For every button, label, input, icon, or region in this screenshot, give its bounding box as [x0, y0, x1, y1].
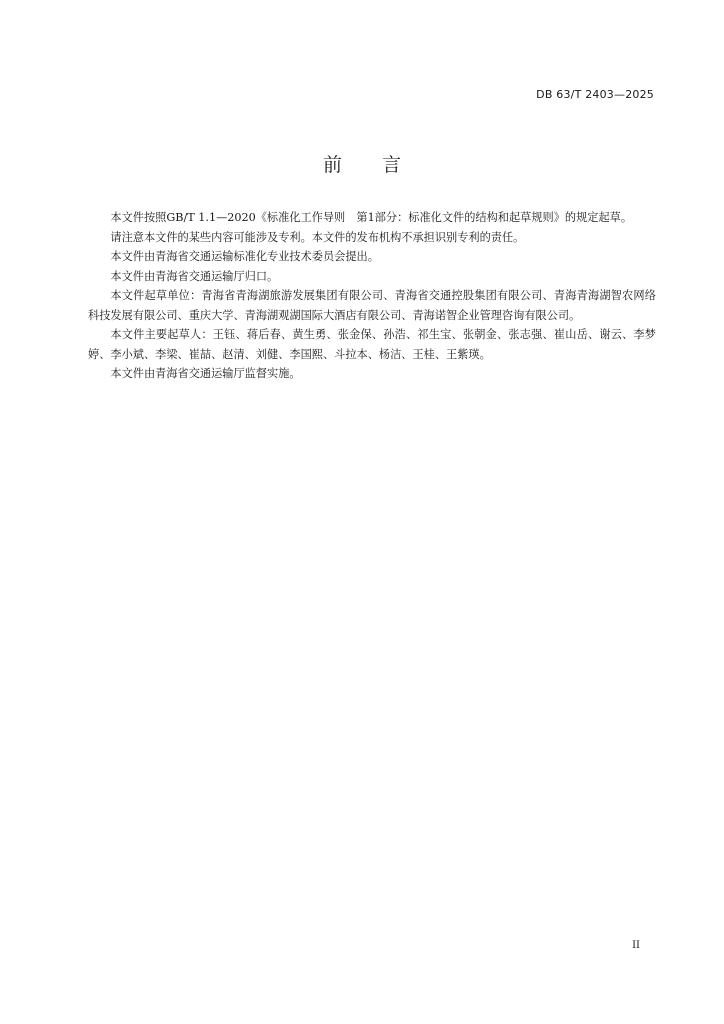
- foreword-body: [88, 208, 656, 384]
- page-number: II: [632, 940, 640, 951]
- page-title: [0, 150, 724, 177]
- title-char-1: 前: [322, 154, 342, 176]
- paragraph-patent-notice: 请注意本文件的某些内容可能涉及专利。本文件的发布机构不承担识别专利的责任。: [110, 230, 525, 244]
- paragraph-administrator: 本文件由青海省交通运输厅归口。: [110, 269, 279, 283]
- document-code: DB 63/T 2403—2025: [536, 88, 654, 101]
- paragraph-drafting-units: 本文件起草单位：青海省青海湖旅游发展集团有限公司、青海省交通控股集团有限公司、青海青海湖智农网络科技发展有限公司、重庆大学、青海湖观湖国际大酒店有限公司、青海诺智企业管理咨询有限公司。: [88, 289, 656, 322]
- paragraph-supervision: 本文件由青海省交通运输厅监督实施。: [110, 367, 301, 380]
- paragraph-proposer: 本文件由青海省交通运输标准化专业技术委员会提出。: [110, 250, 379, 263]
- title-char-2: 言: [382, 154, 402, 176]
- paragraph-drafting-basis: 本文件按照GB/T 1.1—2020《标准化工作导则 第1部分：标准化文件的结构和起草规则》的规定起草。: [110, 211, 633, 224]
- paragraph-drafters: 本文件主要起草人：王钰、蒋后春、黄生勇、张金保、孙浩、祁生宝、张朝金、张志强、崔山岳、谢云、李梦婷、李小斌、李梁、崔喆、赵清、刘健、李国熙、斗拉本、杨洁、王桂、王紫瑛。: [88, 328, 656, 361]
